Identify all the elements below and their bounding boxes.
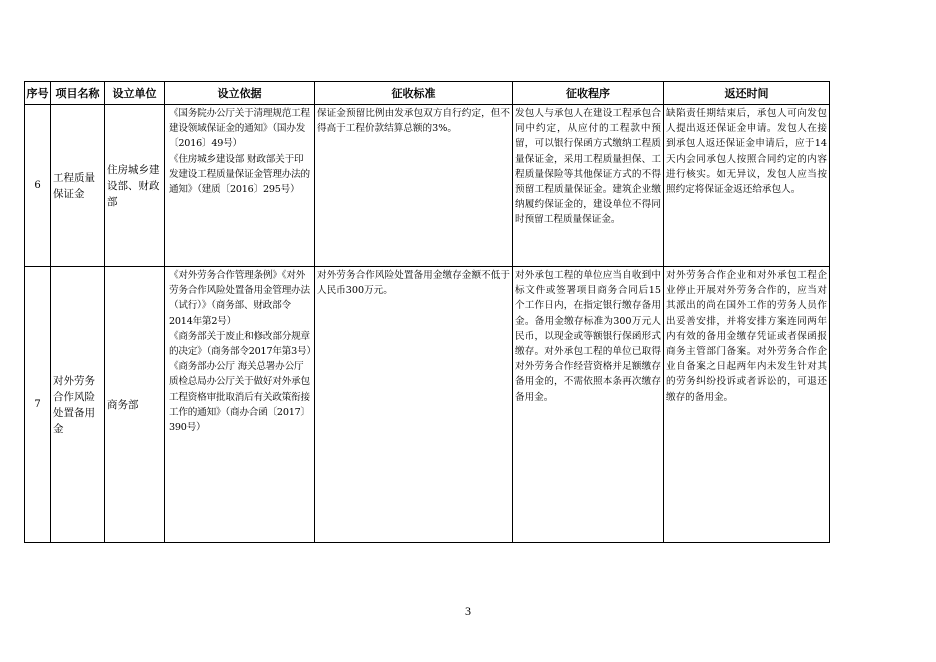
item-name: 工程质量保证金	[51, 105, 105, 267]
header-seq: 序号	[25, 82, 51, 105]
header-return-time: 返还时间	[664, 82, 830, 105]
row-number: 7	[25, 267, 51, 543]
collection-procedure: 对外承包工程的单位应当自收到中标文件或签署项目商务合同后15个工作日内，在指定银行缴存备用金。备用金缴存标准为300万元人民币，以现金或等额银行保函形式缴存。对外承包工程的单位已取得对外劳务合作经营资格并足额缴存备用金的，不需依照本条再次缴存备用金。	[513, 267, 664, 543]
page-number: 3	[465, 604, 471, 618]
establishing-unit: 商务部	[105, 267, 165, 543]
return-time: 对外劳务合作企业和对外承包工程企业停止开展对外劳务合作的，应当对其派出的尚在国外工作的劳务人员作出妥善安排，并将安排方案连同两年内有效的备用金缴存凭证或者保函报商务主管部门备案。对外劳务合作企业自备案之日起两年内未发生针对其的劳务纠纷投诉或者诉讼的，可退还缴存的备用金。	[664, 267, 830, 543]
header-standard: 征收标准	[315, 82, 513, 105]
header-row	[25, 82, 830, 105]
collection-standard: 对外劳务合作风险处置备用金缴存金额不低于人民币300万元。	[315, 267, 513, 543]
basis-text: 《对外劳务合作管理条例》《对外劳务合作风险处置备用金管理办法（试行）》（商务部、财政部令2014年第2号） 《商务部关于废止和修改部分规章的决定》（商务部令2017年第3号）《商务部办公厅 海关总署办公厅 质检总局办公厅关于做好对外承包工程资格审批取消后有关政策衔接工作的通知》（商办合函〔2017〕390号）	[169, 270, 312, 434]
legal-basis	[165, 105, 315, 267]
header-procedure: 征收程序	[513, 82, 664, 105]
header-unit: 设立单位	[105, 82, 165, 105]
table-row	[25, 105, 830, 267]
collection-standard: 保证金预留比例由发承包双方自行约定，但不得高于工程价款结算总额的3%。	[315, 105, 513, 267]
establishing-unit: 住房城乡建设部、财政部	[105, 105, 165, 267]
item-name: 对外劳务合作风险处置备用金	[51, 267, 105, 543]
legal-basis	[165, 267, 315, 543]
table-row	[25, 267, 830, 543]
fee-table	[24, 81, 830, 543]
header-item-name: 项目名称	[51, 82, 105, 105]
basis-text: 《国务院办公厅关于清理规范工程建设领域保证金的通知》（国办发〔2016〕49号） 《住房城乡建设部 财政部关于印发建设工程质量保证金管理办法的通知》（建质〔2016〕295号）	[169, 108, 310, 196]
row-number: 6	[25, 105, 51, 267]
return-time: 缺陷责任期结束后，承包人可向发包人提出返还保证金申请。发包人在接到承包人返还保证金申请后，应于14天内会同承包人按照合同约定的内容进行核实。如无异议，发包人应当按照约定将保证金返还给承包人。	[664, 105, 830, 267]
header-basis: 设立依据	[165, 82, 315, 105]
collection-procedure: 发包人与承包人在建设工程承包合同中约定，从应付的工程款中预留，可以银行保函方式缴纳工程质量保证金，采用工程质量担保、工程质量保险等其他保证方式的不得预留工程质量保证金。建筑企业缴纳履约保证金的，建设单位不得同时预留工程质量保证金。	[513, 105, 664, 267]
